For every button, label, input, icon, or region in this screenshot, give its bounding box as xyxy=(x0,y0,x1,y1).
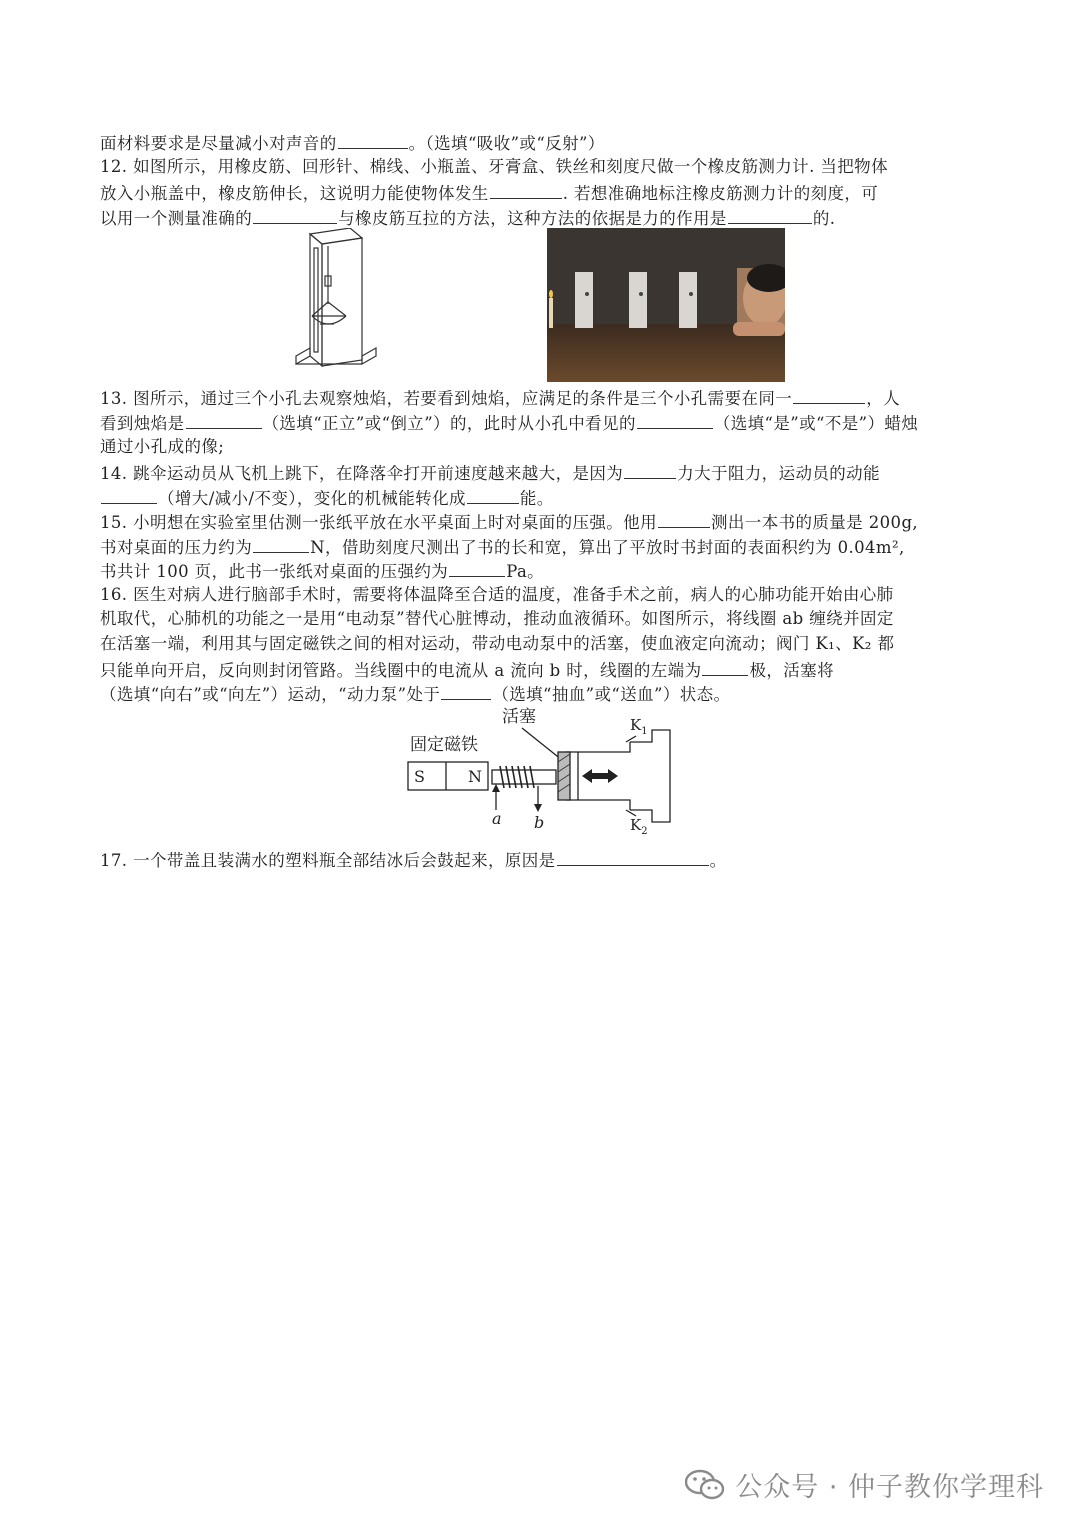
text-segment: 机取代，心肺机的功能之一是用“电动泵”替代心脏博动，推动血液循环。如图所示，将线圈 ab 缠绕并固定 xyxy=(100,609,894,628)
pole-n-label: N xyxy=(468,767,482,786)
text-line xyxy=(100,130,605,157)
text-segment: Pa。 xyxy=(506,562,545,581)
watermark xyxy=(685,1465,1044,1504)
text-line xyxy=(100,607,894,632)
text-line xyxy=(100,485,554,512)
text-line xyxy=(100,155,888,180)
watermark-text: 公众号 · 仲子教你学理科 xyxy=(735,1472,1044,1503)
piston xyxy=(558,752,570,800)
text-segment: 。 xyxy=(709,851,727,870)
answer-blank[interactable] xyxy=(557,847,709,866)
text-segment: 12. 如图所示，用橡皮筋、回形针、棉线、小瓶盖、牙膏盒、铁丝和刻度尺做一个橡皮筋测力计. 当把物体 xyxy=(100,157,888,176)
text-line xyxy=(100,385,900,412)
wechat-icon xyxy=(685,1468,725,1502)
text-segment: （选填“正立”或“倒立”）的，此时从小孔中看见的 xyxy=(262,414,636,433)
valve-k2-label: $K_2$ xyxy=(630,816,648,837)
answer-blank[interactable] xyxy=(658,509,710,528)
text-segment: （增大/减小/不变），变化的机械能转化成 xyxy=(158,489,466,508)
text-line xyxy=(100,180,878,207)
text-segment: 书对桌面的压力约为 xyxy=(100,538,253,557)
text-line xyxy=(100,632,894,657)
text-segment: （选填“向右”或“向左”）运动，“动力泵”处于 xyxy=(100,685,441,704)
text-segment: 测出一本书的质量是 200g, xyxy=(711,513,919,532)
text-segment: 与橡皮筋互拉的方法，这种方法的依据是力的作用是 xyxy=(338,209,727,228)
answer-blank[interactable] xyxy=(702,657,748,676)
text-segment: N，借助刻度尺测出了书的长和宽，算出了平放时书封面的表面积约为 0.04m², xyxy=(310,538,905,557)
answer-blank[interactable] xyxy=(441,681,491,700)
text-segment: 只能单向开启，反向则封闭管路。当线圈中的电流从 a 流向 b 时，线圈的左端为 xyxy=(100,661,702,680)
text-segment: ，人 xyxy=(866,389,900,408)
answer-blank[interactable] xyxy=(728,205,812,224)
pinhole-candle-photo xyxy=(547,228,785,382)
piston-label: 活塞 xyxy=(502,707,536,727)
text-segment: 放入小瓶盖中，橡皮筋伸长，这说明力能使物体发生 xyxy=(100,184,489,203)
answer-blank[interactable] xyxy=(637,410,713,429)
answer-blank[interactable] xyxy=(186,410,262,429)
coil-end-b-label: b xyxy=(534,813,545,832)
text-line xyxy=(100,583,894,608)
text-segment: 书共计 100 页，此书一张纸对桌面的压强约为 xyxy=(100,562,449,581)
electric-pump-diagram xyxy=(400,700,690,840)
text-segment: . 若想准确地标注橡皮筋测力计的刻度，可 xyxy=(562,184,879,203)
text-segment: 在活塞一端，利用其与固定磁铁之间的相对运动，带动电动泵中的活塞，使血液定向流动；阀门 K₁、K₂ 都 xyxy=(100,634,895,653)
text-segment: 。（选填“吸收”或“反射”） xyxy=(408,134,605,153)
answer-blank[interactable] xyxy=(467,485,519,504)
text-line xyxy=(100,558,544,585)
rubber-band-force-meter-figure xyxy=(290,228,390,376)
text-segment: 13. 图所示，通过三个小孔去观察烛焰，若要看到烛焰，应满足的条件是三个小孔需要在同一 xyxy=(100,389,793,408)
text-segment: （选填“抽血”或“送血”）状态。 xyxy=(492,685,731,704)
valve-k1-label: $K_1$ xyxy=(630,716,648,737)
text-line xyxy=(100,534,905,561)
coil-end-a-label: a xyxy=(492,809,502,828)
text-segment: 极，活塞将 xyxy=(749,661,834,680)
answer-blank[interactable] xyxy=(253,205,337,224)
text-segment: 力大于阻力，运动员的动能 xyxy=(677,464,880,483)
text-segment: 通过小孔成的像; xyxy=(100,437,225,456)
text-line xyxy=(100,410,918,437)
text-segment: （选填“是”或“不是”）蜡烛 xyxy=(713,414,919,433)
answer-blank[interactable] xyxy=(449,558,505,577)
answer-blank[interactable] xyxy=(793,385,865,404)
answer-blank[interactable] xyxy=(101,485,157,504)
text-segment: 看到烛焰是 xyxy=(100,414,185,433)
text-segment: 面材料要求是尽量减小对声音的 xyxy=(100,134,337,153)
text-line xyxy=(100,509,918,536)
answer-blank[interactable] xyxy=(338,130,408,149)
text-line xyxy=(100,657,834,684)
text-segment: 能。 xyxy=(519,489,554,508)
text-segment: 以用一个测量准确的 xyxy=(100,209,253,228)
text-line xyxy=(100,460,880,487)
text-segment: 15. 小明想在实验室里估测一张纸平放在水平桌面上时对桌面的压强。他用 xyxy=(100,513,657,532)
coil xyxy=(500,766,534,788)
pole-s-label: S xyxy=(414,767,425,786)
text-segment: 16. 医生对病人进行脑部手术时，需要将体温降至合适的温度，准备手术之前，病人的心肺功能开始由心肺 xyxy=(100,585,894,604)
text-line xyxy=(100,847,727,874)
text-segment: 的. xyxy=(812,209,836,228)
answer-blank[interactable] xyxy=(253,534,309,553)
answer-blank[interactable] xyxy=(624,460,676,479)
double-arrow-icon xyxy=(582,769,618,783)
text-line xyxy=(100,435,224,460)
text-segment: 14. 跳伞运动员从飞机上跳下，在降落伞打开前速度越来越大，是因为 xyxy=(100,464,624,483)
magnet-label: 固定磁铁 xyxy=(410,735,478,755)
answer-blank[interactable] xyxy=(490,180,562,199)
text-segment: 17. 一个带盖且装满水的塑料瓶全部结冰后会鼓起来，原因是 xyxy=(100,851,556,870)
